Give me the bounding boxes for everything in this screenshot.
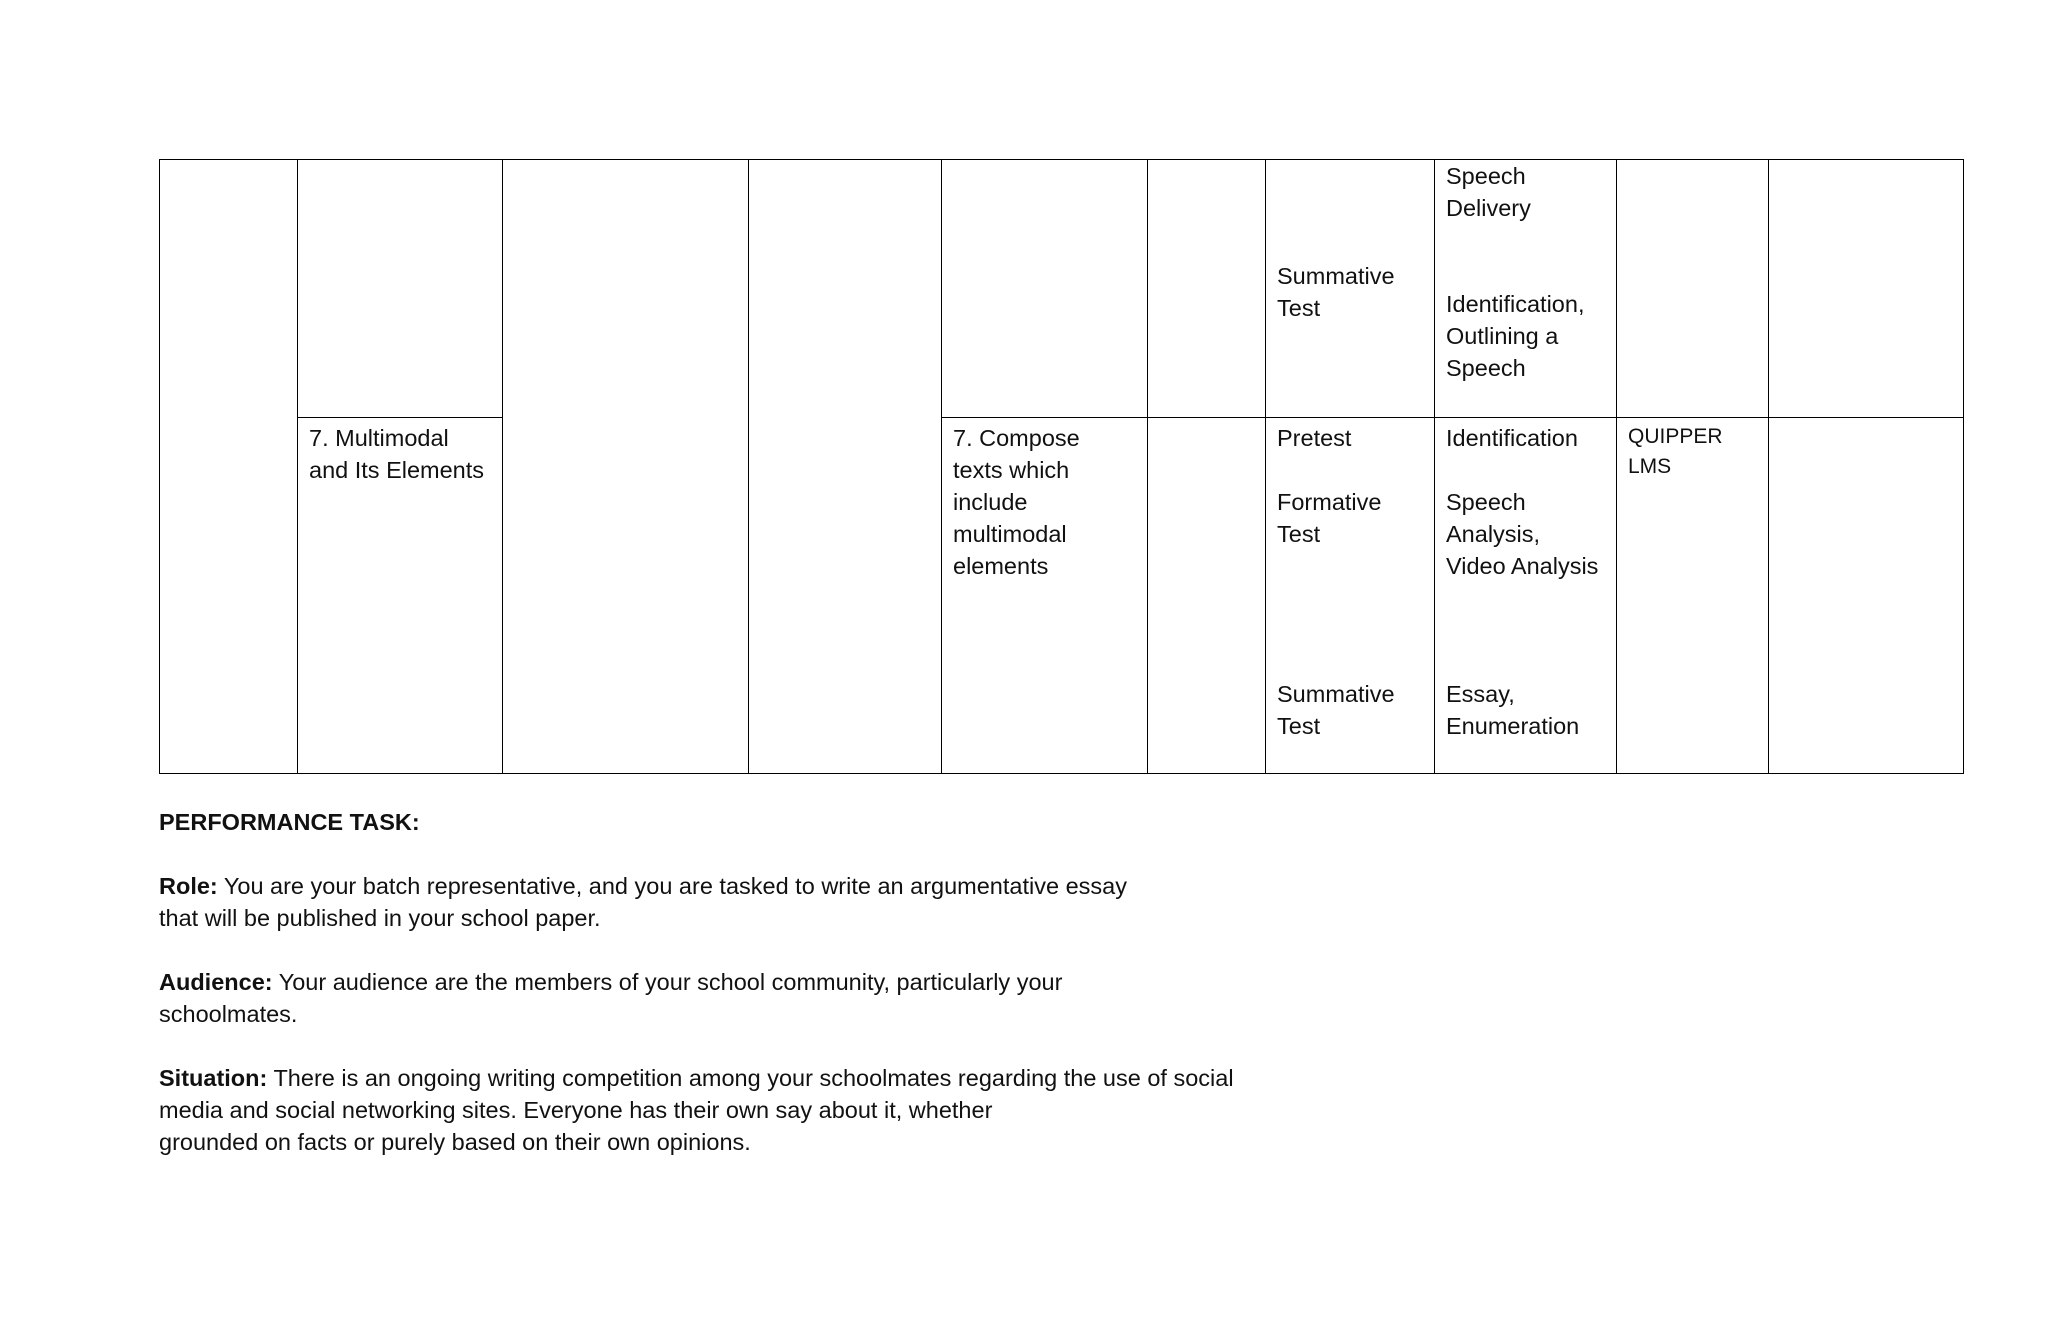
assessment-cell: Summative Test: [1266, 160, 1435, 418]
table-row: [160, 160, 1964, 418]
task-cell: Identification Speech Analysis, Video Analysis Essay, Enumeration: [1435, 418, 1617, 774]
competency-cell: 7. Compose texts which include multimodal elements: [942, 418, 1148, 774]
essay-enumeration-label: Essay,: [1446, 681, 1515, 707]
table-cell-empty: [1769, 160, 1964, 418]
table-cell-empty: [1617, 160, 1769, 418]
table-cell-empty: [503, 160, 749, 774]
formative-test-label: Formative: [1277, 489, 1382, 515]
performance-task-heading: PERFORMANCE TASK:: [159, 809, 420, 835]
identification-outlining-label: Identification,: [1446, 291, 1585, 317]
table-cell-empty: [1148, 160, 1266, 418]
role-label: Role:: [159, 873, 218, 899]
analysis-label: Speech: [1446, 489, 1526, 515]
situation-label: Situation:: [159, 1065, 268, 1091]
competency-label: 7. Compose: [953, 425, 1080, 451]
pretest-label: Pretest: [1277, 425, 1352, 451]
table-cell-empty: [942, 160, 1148, 418]
summative-test-label: Summative: [1277, 263, 1395, 289]
table-cell-empty: [1769, 418, 1964, 774]
role-paragraph: Role: You are your batch representative, and you are tasked to write an argumentative essay that will be published in your school paper.: [159, 873, 1127, 931]
table-cell-empty: [298, 160, 503, 418]
topic-label: 7. Multimodal: [309, 425, 449, 451]
resource-cell: QUIPPER LMS: [1617, 418, 1769, 774]
resource-label: QUIPPER: [1628, 425, 1723, 448]
topic-cell: 7. Multimodal and Its Elements: [298, 418, 503, 774]
speech-delivery-label: Speech: [1446, 163, 1526, 189]
table-cell-empty: [749, 160, 942, 774]
summative-test-label: Summative: [1277, 681, 1395, 707]
assessment-cell: Pretest Formative Test Summative Test: [1266, 418, 1435, 774]
identification-label: Identification: [1446, 425, 1578, 451]
table-row: [160, 418, 1964, 774]
table-cell-empty: [160, 160, 298, 774]
table-cell-empty: [1148, 418, 1266, 774]
audience-paragraph: Audience: Your audience are the members of your school community, particularly your schoolmates.: [159, 969, 1063, 1027]
audience-label: Audience:: [159, 969, 273, 995]
assessment-table: [159, 159, 1964, 774]
situation-paragraph: Situation: There is an ongoing writing competition among your schoolmates regarding the use of social media and social networking sites. Everyone has their own say about it, whether grounded on facts or purely based on their own opinions.: [159, 1065, 1234, 1155]
task-cell: Speech Delivery Identification, Outlining a Speech: [1435, 160, 1617, 418]
performance-task-section: [159, 806, 1359, 1190]
